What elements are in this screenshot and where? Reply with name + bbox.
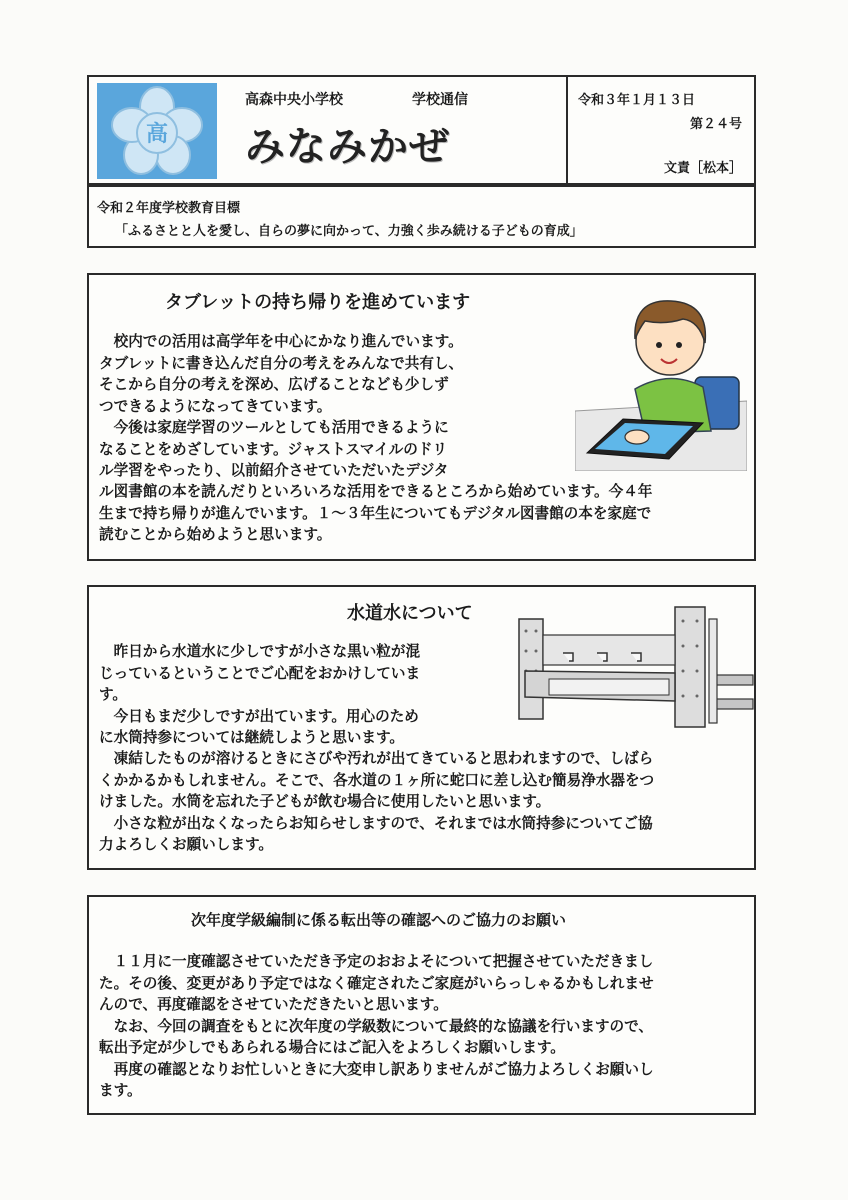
goal-heading: 令和２年度学校教育目標 <box>97 201 241 216</box>
paragraph-line: くかかるかもしれません。そこで、各水道の１ヶ所に蛇口に差し込む簡易浄水器をつ <box>99 771 655 789</box>
paragraph-line: つできるようになってきています。 <box>99 397 332 415</box>
section-body <box>99 641 499 749</box>
author: 文責［松本］ <box>663 161 742 176</box>
issue-number: 第２４号 <box>689 117 742 132</box>
section-body <box>99 951 749 1102</box>
paragraph-line: ル図書館の本を読んだりといろいろな活用をできるところから始めています。今４年 <box>99 483 653 500</box>
section-body-wide <box>99 481 749 546</box>
paragraph-line: なることをめざしています。ジャストスマイルのドリ <box>99 440 448 458</box>
paragraph-line: 今後は家庭学習のツールとしても活用できるように <box>113 419 449 436</box>
paragraph-line: た。その後、変更があり予定ではなく確定されたご家庭がいらっしゃるかもしれませ <box>99 974 654 992</box>
masthead-info <box>566 75 756 185</box>
school-logo <box>97 83 217 179</box>
goal-text: 「ふるさとと人を愛し、自らの夢に向かって、力強く歩み続ける子どもの育成」 <box>115 224 583 239</box>
section-title: 水道水について <box>347 603 473 624</box>
paragraph-line: タブレットに書き込んだ自分の考えをみんなで共有し、 <box>99 354 464 372</box>
water-faucets-illustration <box>513 601 755 729</box>
paragraph-line: す。 <box>99 686 128 703</box>
issue-date: 令和３年１月１３日 <box>578 93 696 108</box>
section-class-organization <box>87 895 756 1115</box>
paragraph-line: そこから自分の考えを深め、広げることなども少しず <box>99 376 449 393</box>
paragraph-line: 小さな粒が出なくなったらお知らせしますので、それまでは水筒持参についてご協 <box>113 814 653 832</box>
section-body <box>99 331 569 482</box>
paragraph-line: 転出予定が少しでもあられる場合にはご記入をよろしくお願いします。 <box>99 1039 565 1056</box>
paragraph-line: 校内での活用は高学年を中心にかなり進んでいます。 <box>113 333 463 350</box>
masthead <box>87 75 568 185</box>
sakura-logo-icon <box>97 83 217 179</box>
section-body-wide <box>99 748 749 856</box>
paragraph-line: 今日もまだ少しですが出ています。用心のため <box>113 707 419 725</box>
section-title: タブレットの持ち帰りを進めています <box>165 292 471 313</box>
section-tablet <box>87 273 756 561</box>
paragraph-line: んので、再度確認をさせていただきたいと思います。 <box>99 996 448 1013</box>
logo-char: 高 <box>145 122 169 147</box>
boy-with-tablet-illustration <box>575 281 747 471</box>
newsletter-label: 学校通信 <box>412 92 468 108</box>
school-name: 高森中央小学校 <box>245 92 343 108</box>
section-title: 次年度学級編制に係る転出等の確認へのご協力のお願い <box>191 911 567 929</box>
paragraph-line: 力よろしくお願いします。 <box>99 836 273 853</box>
paragraph-line: に水筒持参については継続しようと思います。 <box>99 729 405 746</box>
paragraph-line: 読むことから始めようと思います。 <box>99 526 332 543</box>
paragraph-line: ル学習をやったり、以前紹介させていただいたデジタ <box>99 462 449 479</box>
paragraph-line: 昨日から水道水に少しですが小さな黒い粒が混 <box>113 643 421 660</box>
school-goal-box <box>87 185 756 248</box>
newsletter-title: みなみかぜ <box>245 124 450 170</box>
paragraph-line: ます。 <box>99 1082 142 1099</box>
section-tap-water <box>87 585 756 870</box>
paragraph-line: 再度の確認となりお忙しいときに大変申し訳ありませんがご協力よろしくお願いし <box>113 1060 654 1078</box>
paragraph-line: 凍結したものが溶けるときにさびや汚れが出てきていると思われますので、しばら <box>113 750 654 767</box>
paragraph-line: なお、今回の調査をもとに次年度の学級数について最終的な協議を行いますので、 <box>113 1017 653 1035</box>
paragraph-line: 生まで持ち帰りが進んでいます。１～３年生についてもデジタル図書館の本を家庭で <box>99 504 652 522</box>
paragraph-line: １１月に一度確認させていただき予定のおおよそについて把握させていただきまし <box>113 953 654 970</box>
paragraph-line: じっているということでご心配をおかけしていま <box>99 664 421 682</box>
paragraph-line: けました。水筒を忘れた子どもが飲む場合に使用したいと思います。 <box>99 793 551 810</box>
